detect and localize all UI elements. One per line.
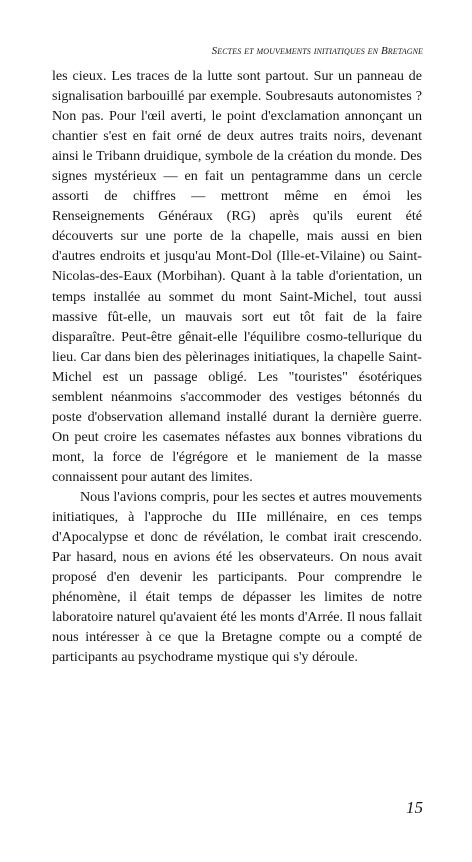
paragraph-2: Nous l'avions compris, pour les sectes et autres mouvements initiatiques, à l'approche du IIIe millénaire, en ces temps d'Apocalypse et donc de révélation, le combat irait crescendo. Par hasard, nous en avions été les observateurs. On nous avait proposé d'en devenir les participants. Pour comprendre le phénomène, il était temps de dépasser les limites de notre laboratoire naturel qu'avaient été les monts d'Arrée. Il nous fallait nous intéresser à ce que la Bretagne compte ou a compté de participants au psychodrame mystique qui s'y déroule. [52,488,422,666]
running-head: Sectes et mouvements initiatiques en Bretagne [211,45,423,57]
paragraph-1: les cieux. Les traces de la lutte sont partout. Sur un panneau de signalisation barbouillé par exemple. Soubresauts autonomistes ? Non pas. Pour l'œil averti, le point d'exclamation annonçant un chantier s'est en fait orné de deux autres traits noirs, devenant ainsi le Tribann druidique, symbole de la création du monde. Des signes mystérieux — en fait un pentagramme dans un cercle assorti de chiffres — mettront même en émoi les Renseignements Généraux (RG) après qu'ils eurent été découverts sur une porte de la chapelle, mais aussi en bien d'autres endroits et jusqu'au Mont-Dol (Ille-et-Vilaine) ou Saint-Nicolas-des-Eaux (Morbihan). Quant à la table d'orientation, un temps installée au sommet du mont Saint-Michel, tout aussi massive fût-elle, un mauvais sort eut tôt fait de la faire disparaître. Peut-être gênait-elle l'équilibre cosmo-tellurique du lieu. Car dans bien des pèlerinages initiatiques, la chapelle Saint-Michel est un passage obligé. Les "touristes" ésotériques semblent néanmoins s'accommoder des vestiges bétonnés du poste d'observation allemand installé durant la dernière guerre. On peut croire les casemates néfastes aux bonnes vibrations du mont, la force de l'égrégore et le maniement de la masse connaissent pour autant des limites. [52,68,422,485]
body-text [52,66,422,667]
page-number: 15 [406,798,423,817]
